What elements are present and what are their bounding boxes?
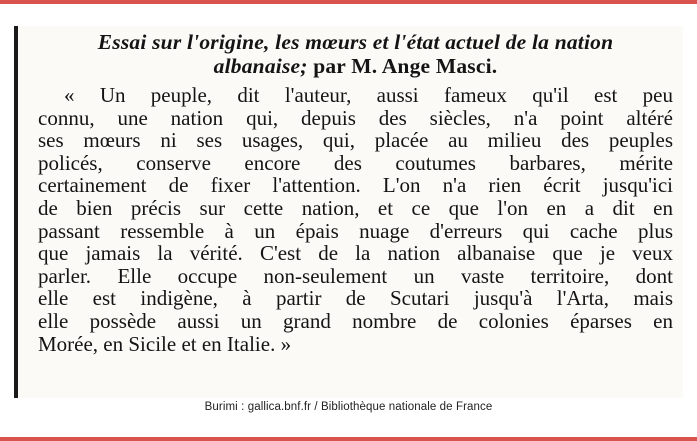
body-line: que jamais la vérité. C'est de la nation albanaise que je veux (38, 241, 673, 266)
body-line: connu, une nation qui, depuis des siècles, n'a point altéré (38, 105, 673, 130)
body-line: « Un peuple, dit l'auteur, aussi fameux qu'il est peu (64, 83, 673, 107)
heading-line-1: Essai sur l'origine, les mœurs et l'état actuel de la nation (97, 30, 614, 54)
article-body (38, 84, 673, 355)
heading-line-2-author: par M. Ange Masci. (307, 54, 498, 78)
body-line: parler. Elle occupe non-seulement un vaste territoire, dont (38, 263, 673, 288)
source-credit: Burimi : gallica.bnf.fr / Bibliothèque nationale de France (204, 401, 493, 413)
article-heading (38, 30, 673, 78)
body-line: de bien précis sur cette nation, et ce que l'on en a dit en (38, 195, 673, 220)
heading-line-2-italic: albanaise; (213, 54, 308, 78)
top-rule (0, 0, 697, 4)
bottom-rule (0, 437, 697, 441)
body-line: policés, conserve encore des coutumes barbares, mérite (38, 150, 673, 175)
newspaper-clipping (14, 26, 683, 398)
body-line: elle possède aussi un grand nombre de colonies éparses en (38, 308, 673, 333)
body-line: elle est indigène, à partir de Scutari jusqu'à l'Arta, mais (38, 286, 673, 311)
body-line: passant ressemble à un épais nuage d'erreurs qui cache plus (38, 218, 673, 243)
body-line: Morée, en Sicile et en Italie. » (38, 331, 292, 356)
body-line: ses mœurs ni ses usages, qui, placée au milieu des peuples (38, 128, 673, 153)
heading-line-2 (38, 54, 673, 78)
body-line: certainement de fixer l'attention. L'on n'a rien écrit jusqu'ici (38, 173, 673, 198)
